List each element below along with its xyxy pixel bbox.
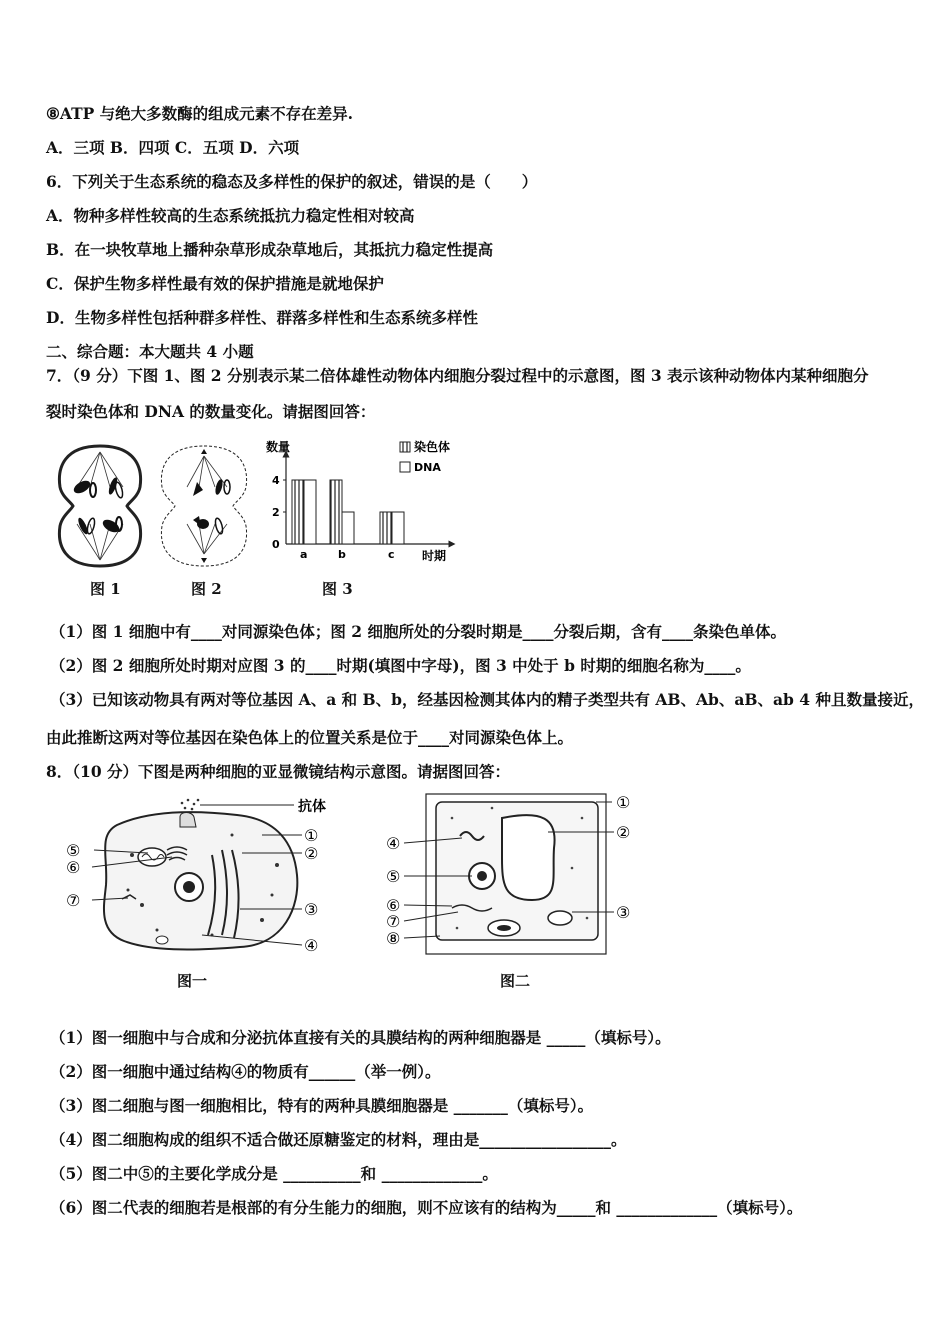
fig1-mark-6: ⑥ [66, 858, 81, 877]
legend-swatch-chromosome [400, 442, 410, 452]
fig2-mark-3: ③ [616, 903, 631, 922]
fig1-mark-7: ⑦ [66, 891, 81, 910]
q8-figure-2-label: 图二 [500, 972, 531, 990]
q8-question-1: （1）图一细胞中与合成和分泌抗体直接有关的具膜结构的两种细胞器是 _____（填标号）。 [50, 1028, 671, 1047]
q7-figure-1-label: 图 1 [90, 580, 121, 598]
q5-options: A．三项 B．四项 C．五项 D．六项 [46, 138, 300, 157]
q6-stem: 6．下列关于生态系统的稳态及多样性的保护的叙述，错误的是（ ） [46, 172, 538, 191]
q7-figure-2 [157, 442, 252, 570]
q6-option-d: D．生物多样性包括种群多样性、群落多样性和生态系统多样性 [46, 308, 478, 327]
chart-xtick-c: c [388, 548, 395, 561]
q8-figure-2 [382, 788, 642, 960]
q7-figure-3-chart [262, 436, 462, 566]
q8-question-2: （2）图一细胞中通过结构④的物质有______（举一例）。 [50, 1062, 441, 1081]
chart-bar-chromosome-c [380, 512, 392, 544]
q8-stem: 8．（10 分）下图是两种细胞的亚显微镜结构示意图。请据图回答： [46, 762, 511, 781]
fig2-mark-5: ⑤ [386, 867, 401, 886]
fig2-mark-2: ② [616, 823, 631, 842]
fig1-mark-2: ② [304, 844, 319, 863]
q7-figure-3-label: 图 3 [322, 580, 353, 598]
q7-figure-2-label: 图 2 [191, 580, 222, 598]
antibody-label: 抗体 [298, 799, 326, 815]
fig1-mark-1: ① [304, 826, 319, 845]
chart-ytick-1: 2 [272, 506, 280, 519]
chart-bar-dna-b [342, 512, 354, 544]
chart-xtick-b: b [338, 548, 346, 561]
q7-stem-line1: 7．（9 分）下图 1、图 2 分别表示某二倍体雄性动物体内细胞分裂过程中的示意图，图 3 表示该种动物体内某种细胞分 [46, 366, 869, 385]
legend-swatch-dna [400, 462, 410, 472]
q8-question-4: （4）图二细胞构成的组织不适合做还原糖鉴定的材料，理由是_________________。 [50, 1130, 627, 1149]
legend-dna: DNA [414, 461, 441, 474]
fig2-mark-7: ⑦ [386, 912, 401, 931]
chart-ylabel: 数量 [266, 440, 291, 454]
fig2-mark-8: ⑧ [386, 929, 401, 948]
chart-xtick-a: a [300, 548, 308, 561]
legend-chromosome: 染色体 [414, 440, 451, 454]
fig1-mark-4: ④ [304, 936, 319, 955]
q8-question-5: （5）图二中⑤的主要化学成分是 __________和 _____________。 [50, 1164, 498, 1183]
q6-option-c: C．保护生物多样性最有效的保护措施是就地保护 [46, 274, 384, 293]
q8-figure-1-label: 图一 [177, 972, 208, 990]
chart-bar-dna-a [304, 480, 316, 544]
q5-item-8: ⑧ATP 与绝大多数酶的组成元素不存在差异. [46, 104, 354, 123]
q8-figure-1 [62, 795, 352, 960]
q7-question-1: （1）图 1 细胞中有____对同源染色体；图 2 细胞所处的分裂时期是____分裂后期，含有____条染色单体。 [50, 622, 786, 641]
section-heading: 二、综合题：本大题共 4 小题 [46, 342, 254, 361]
q6-option-b: B．在一块牧草地上播种杂草形成杂草地后，其抵抗力稳定性提高 [46, 240, 494, 259]
q7-question-3-line1: （3）已知该动物具有两对等位基因 A、a 和 B、b，经基因检测其体内的精子类型共有 AB、Ab、aB、ab 4 种且数量接近， [50, 690, 924, 709]
q7-stem-line2: 裂时染色体和 DNA 的数量变化。请据图回答： [46, 402, 376, 421]
fig2-mark-1: ① [616, 793, 631, 812]
q8-question-6: （6）图二代表的细胞若是根部的有分生能力的细胞，则不应该有的结构为_____和 _____________（填标号）。 [50, 1198, 803, 1217]
chart-xlabel: 时期 [422, 549, 447, 563]
chart-bar-chromosome-b [330, 480, 342, 544]
chart-bar-dna-c [392, 512, 404, 544]
fig2-mark-6: ⑥ [386, 896, 401, 915]
chart-bar-chromosome-a [292, 480, 304, 544]
chart-ytick-0: 0 [272, 538, 280, 551]
q6-option-a: A．物种多样性较高的生态系统抵抗力稳定性相对较高 [46, 206, 415, 225]
q7-question-3-line2: 由此推断这两对等位基因在染色体上的位置关系是位于____对同源染色体上。 [46, 728, 574, 747]
fig1-mark-5: ⑤ [66, 841, 81, 860]
q7-figure-1 [55, 442, 145, 570]
q7-question-2: （2）图 2 细胞所处时期对应图 3 的____时期(填图中字母)，图 3 中处于 b 时期的细胞名称为____。 [50, 656, 751, 675]
fig2-mark-4: ④ [386, 834, 401, 853]
fig1-mark-3: ③ [304, 900, 319, 919]
q8-question-3: （3）图二细胞与图一细胞相比，特有的两种具膜细胞器是 _______（填标号）。 [50, 1096, 594, 1115]
chart-ytick-2: 4 [272, 474, 280, 487]
